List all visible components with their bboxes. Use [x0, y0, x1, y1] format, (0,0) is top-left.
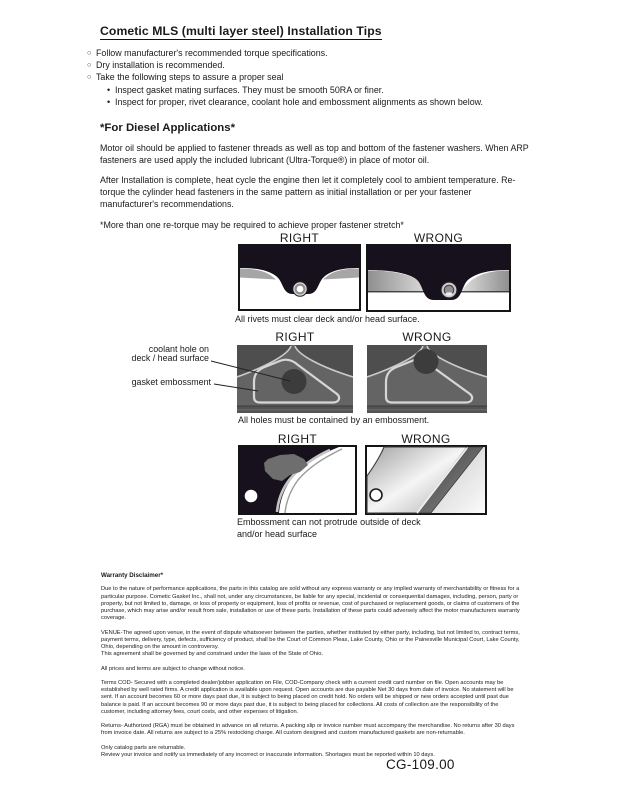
bolt-hole-shape: [370, 489, 382, 501]
tip-text: Take the following steps to assure a proper seal: [96, 72, 284, 83]
catalog-page-code: CG-109.00: [386, 757, 455, 772]
dot-bullet-icon: •: [107, 84, 111, 95]
row3-caption: [237, 517, 507, 540]
diesel-paragraph: Motor oil should be applied to fastener threads as well as top and bottom of the fastener washers. When ARP fasteners are used apply the included lubricant (Ultra-Torque®) in place of motor oil.: [100, 143, 529, 166]
coolant-hole-shape: [414, 349, 439, 374]
list-item: [87, 71, 527, 83]
row3-right-diagram: [238, 445, 357, 515]
warranty-paragraph: All prices and terms are subject to change without notice.: [101, 665, 245, 672]
row2-caption: All holes must be contained by an embossment.: [238, 415, 430, 425]
bolt-hole-shape: [245, 490, 258, 503]
row2-right-diagram: [237, 345, 353, 413]
row1-right-label: RIGHT: [279, 231, 320, 245]
dot-bullet-icon: •: [107, 96, 111, 107]
warranty-paragraph: Returns- Authorized (RGA) must be obtained in advance on all returns. A packing slip or invoice number must accompany the merchandise. No returns after 30 days from invoice date. All returns are subject to a 25% restocking charge. All custom designed and custom manufactured gaskets are non-returnable.: [101, 723, 515, 737]
tips-list: [87, 47, 527, 108]
rivet-shape: [445, 292, 452, 295]
rivet-shape: [296, 285, 305, 294]
warranty-paragraph: Due to the nature of performance applications, the parts in this catalog are sold without any express warranty or any implied warranty of merchantability or fitness for a particular purpose. Cometic Gasket Inc., shall not, under any circumstances, be liable for any special, incidental or consequential damages, including, person, party or property, but not limited to, damage, or loss of property or equipment, loss of profits or revenue, cost of purchased or replacement goods, or claims of customers of the purchase, which may arise and/or result from sale, installation or use of these parts. Installation of these parts could adversely affect the motor manufacturers warranty coverage.: [101, 586, 520, 622]
warranty-paragraph: VENUE-The agreed upon venue, in the event of dispute whatsoever between the parties, whether instituted by either party, including, but not limited to, contract terms, payment terms, delivery, type, defects, sufficiency of product, shall be the Court of Common Pleas, Lake County, Ohio or the Painesville Municipal Court, Lake County, Ohio, depending on the amount in controversy.: [101, 629, 520, 650]
circle-bullet-icon: ○: [87, 60, 92, 70]
row3-wrong-label: WRONG: [401, 432, 451, 446]
circle-bullet-icon: ○: [87, 72, 92, 82]
row2-wrong-label: WRONG: [402, 330, 452, 344]
list-item: [107, 96, 527, 108]
installation-tips-section: [87, 22, 527, 232]
warranty-paragraph: Terms COD- Secured with a completed dealer/jobber application on File, COD-Company check with a current credit card number on file. Open accounts may be established by well rated firms. A credit application is available upon request. Open accounts are due payable Net 30 days from date of invoice. No statement will be sent. If an account becomes 60 or more days past due, it is subject to being placed on credit hold. No orders will be shipped or new orders accepted until past due balance is paid. If an account becomes 90 or more days past due, it is subject to being placed for collections. All costs of collection are the responsibility of the customer, including attorney fees, court costs, and other expenses of litigation.: [101, 679, 514, 715]
coolant-hole-shape: [282, 369, 307, 394]
warranty-heading: Warranty Disclaimer*: [101, 572, 164, 579]
annotation-text: coolant hole on: [148, 344, 209, 354]
page-title: Cometic MLS (multi layer steel) Installation Tips: [100, 24, 382, 38]
list-item: [107, 84, 527, 96]
tip-text: Inspect gasket mating surfaces. They must be smooth 50RA or finer.: [115, 84, 384, 95]
row2-wrong-diagram: [367, 345, 487, 413]
warranty-paragraph: Only catalog parts are returnable.: [101, 744, 186, 751]
row1-wrong-diagram: [366, 244, 511, 312]
warranty-disclaimer-section: [101, 572, 520, 766]
row3-wrong-diagram: [365, 445, 487, 515]
tip-text: Follow manufacturer's recommended torque specifications.: [96, 48, 328, 58]
tip-text: Dry installation is recommended.: [96, 60, 225, 71]
row1-caption: All rivets must clear deck and/or head surface.: [235, 314, 420, 324]
circle-bullet-icon: ○: [87, 48, 92, 57]
retorque-note: *More than one re-torque may be required to achieve proper fastener stretch*: [100, 220, 404, 231]
list-item: [87, 59, 527, 71]
warranty-paragraph: Review your invoice and notify us immediately of any incorrect or inaccurate information. Shortages must be reported within 10 days.: [101, 751, 435, 758]
gasket-embossment-annotation: gasket embossment: [131, 377, 211, 387]
row1-wrong-label: WRONG: [413, 231, 464, 245]
caption-text: and/or head surface: [237, 528, 318, 539]
diesel-paragraph: After Installation is complete, heat cycle the engine then let it completely cool to ambient temperature. Re-torque the cylinder head fasteners in the same pattern as initial installation or per your fastener manufacturer's recommendations.: [100, 175, 516, 210]
diesel-applications-heading: *For Diesel Applications*: [100, 122, 236, 135]
list-item: [87, 47, 527, 59]
row2-right-label: RIGHT: [275, 330, 315, 344]
caption-text: Embossment can not protrude outside of deck: [237, 517, 421, 527]
warranty-paragraph: This agreement shall be governed by and construed under the laws of the State of Ohio.: [101, 651, 323, 658]
tip-text: Inspect for proper, rivet clearance, coolant hole and embossment alignments as shown below.: [115, 96, 484, 107]
row1-right-diagram: [238, 244, 361, 311]
coolant-hole-annotation: [100, 345, 209, 364]
row3-right-label: RIGHT: [277, 432, 318, 446]
annotation-text: deck / head surface: [131, 353, 209, 364]
